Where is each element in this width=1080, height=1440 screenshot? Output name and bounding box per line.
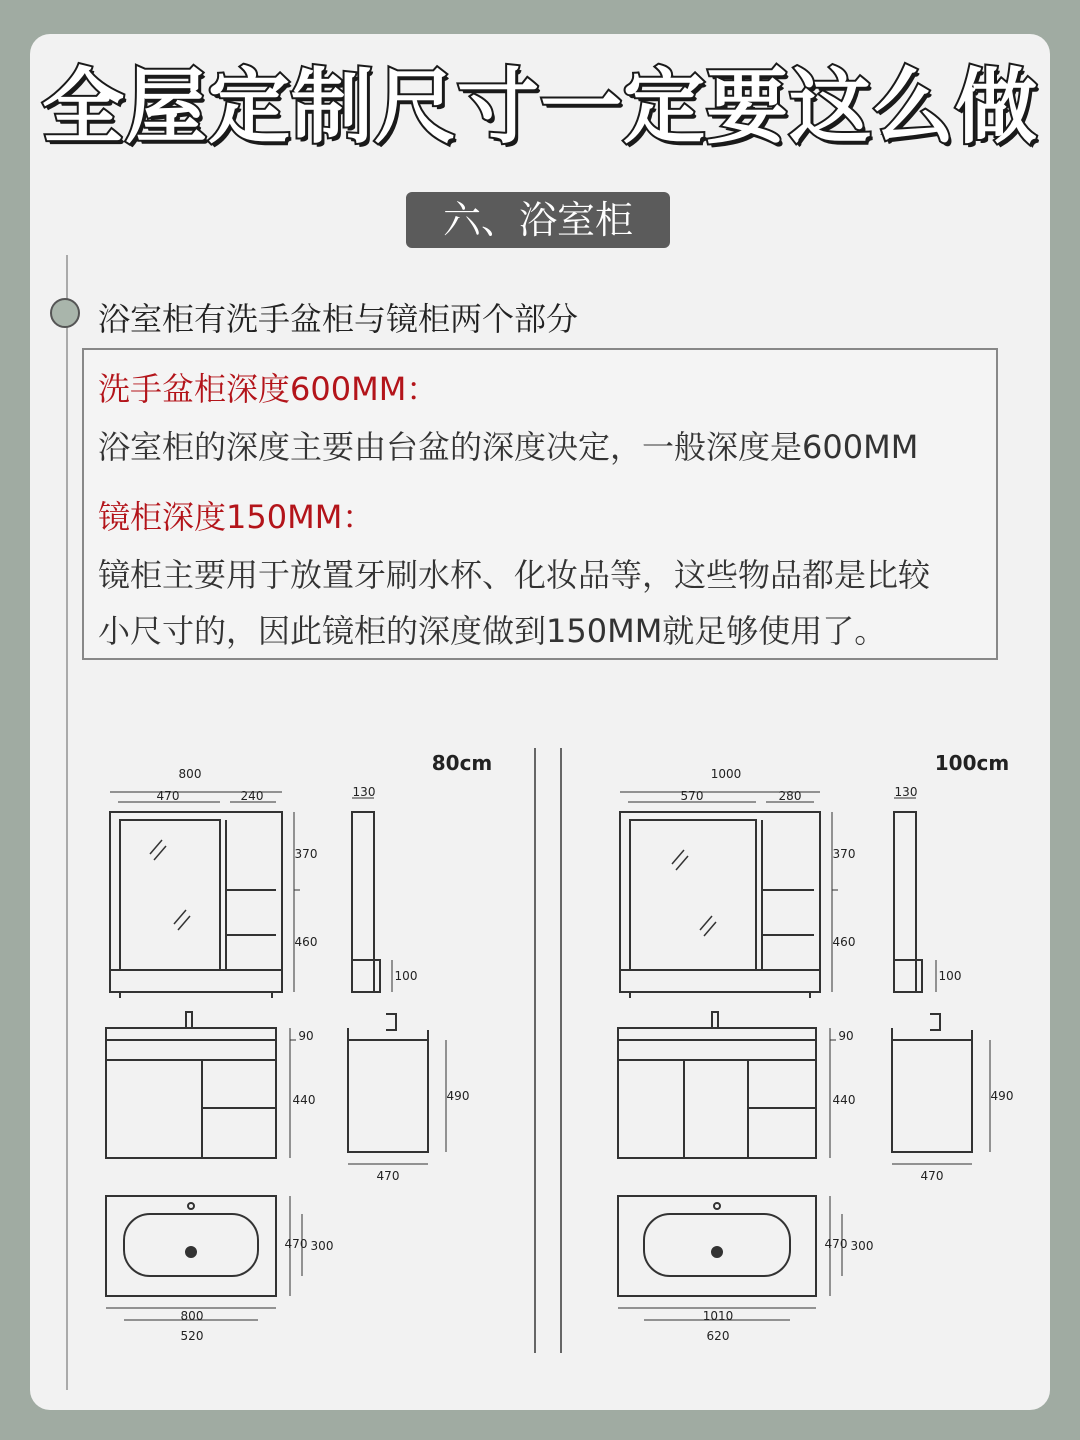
dim-mirror-depth: 130 [352,785,376,799]
dim-vanity-depth: 470 [920,1169,944,1183]
dim-basin-width: 800 [180,1309,204,1323]
dim-mirror-left: 570 [680,789,704,803]
drawing-divider [534,748,536,1353]
dim-mirror-width: 800 [178,767,202,781]
dim-vanity-body-h: 440 [832,1093,856,1107]
section-badge: 六、浴室柜 [406,192,670,248]
mirror-depth-text-1: 镜柜主要用于放置牙刷水杯、化妆品等，这些物品都是比较 [98,556,931,594]
dim-basin-inner-w: 620 [706,1329,730,1343]
dim-mirror-right: 240 [240,789,264,803]
dim-mirror-shelf: 100 [394,969,418,983]
dim-mirror-left: 470 [156,789,180,803]
dim-mirror-depth: 130 [894,785,918,799]
vanity-depth-heading: 洗手盆柜深度600MM： [98,370,439,408]
dim-mirror-shelf: 100 [938,969,962,983]
bullet-dot [50,298,80,328]
dim-basin-width: 1010 [702,1309,734,1323]
drawing-set-80cm [90,740,510,1360]
dim-vanity-side-h: 490 [446,1089,470,1103]
dim-mirror-width: 1000 [710,767,742,781]
page-title: 全屋定制尺寸一定要这么做 [41,60,1038,155]
dim-vanity-top-h: 90 [298,1029,314,1043]
timeline-line [66,255,68,1390]
info-box [82,348,998,660]
dim-vanity-side-h: 490 [990,1089,1014,1103]
dim-basin-depth: 470 [824,1237,848,1251]
dim-mirror-bottom-h: 460 [294,935,318,949]
dim-mirror-right: 280 [778,789,802,803]
dim-basin-depth: 470 [284,1237,308,1251]
mirror-depth-heading: 镜柜深度150MM： [98,498,375,536]
drawing-divider [560,748,562,1353]
dim-vanity-body-h: 440 [292,1093,316,1107]
dim-mirror-top-h: 370 [832,847,856,861]
dim-vanity-depth: 470 [376,1169,400,1183]
dim-basin-inner: 300 [850,1239,874,1253]
drawing-set-100cm [600,740,1030,1360]
dim-basin-inner-w: 520 [180,1329,204,1343]
section-subtitle: 浴室柜有洗手盆柜与镜柜两个部分 [98,300,579,338]
vanity-depth-text: 浴室柜的深度主要由台盆的深度决定，一般深度是600MM [98,428,919,466]
mirror-depth-text-2: 小尺寸的，因此镜柜的深度做到150MM就足够使用了。 [98,612,887,650]
size-label-100cm: 100cm [934,751,1010,775]
dim-mirror-bottom-h: 460 [832,935,856,949]
dim-mirror-top-h: 370 [294,847,318,861]
dim-basin-inner: 300 [310,1239,334,1253]
size-label-80cm: 80cm [431,751,493,775]
dim-vanity-top-h: 90 [838,1029,854,1043]
